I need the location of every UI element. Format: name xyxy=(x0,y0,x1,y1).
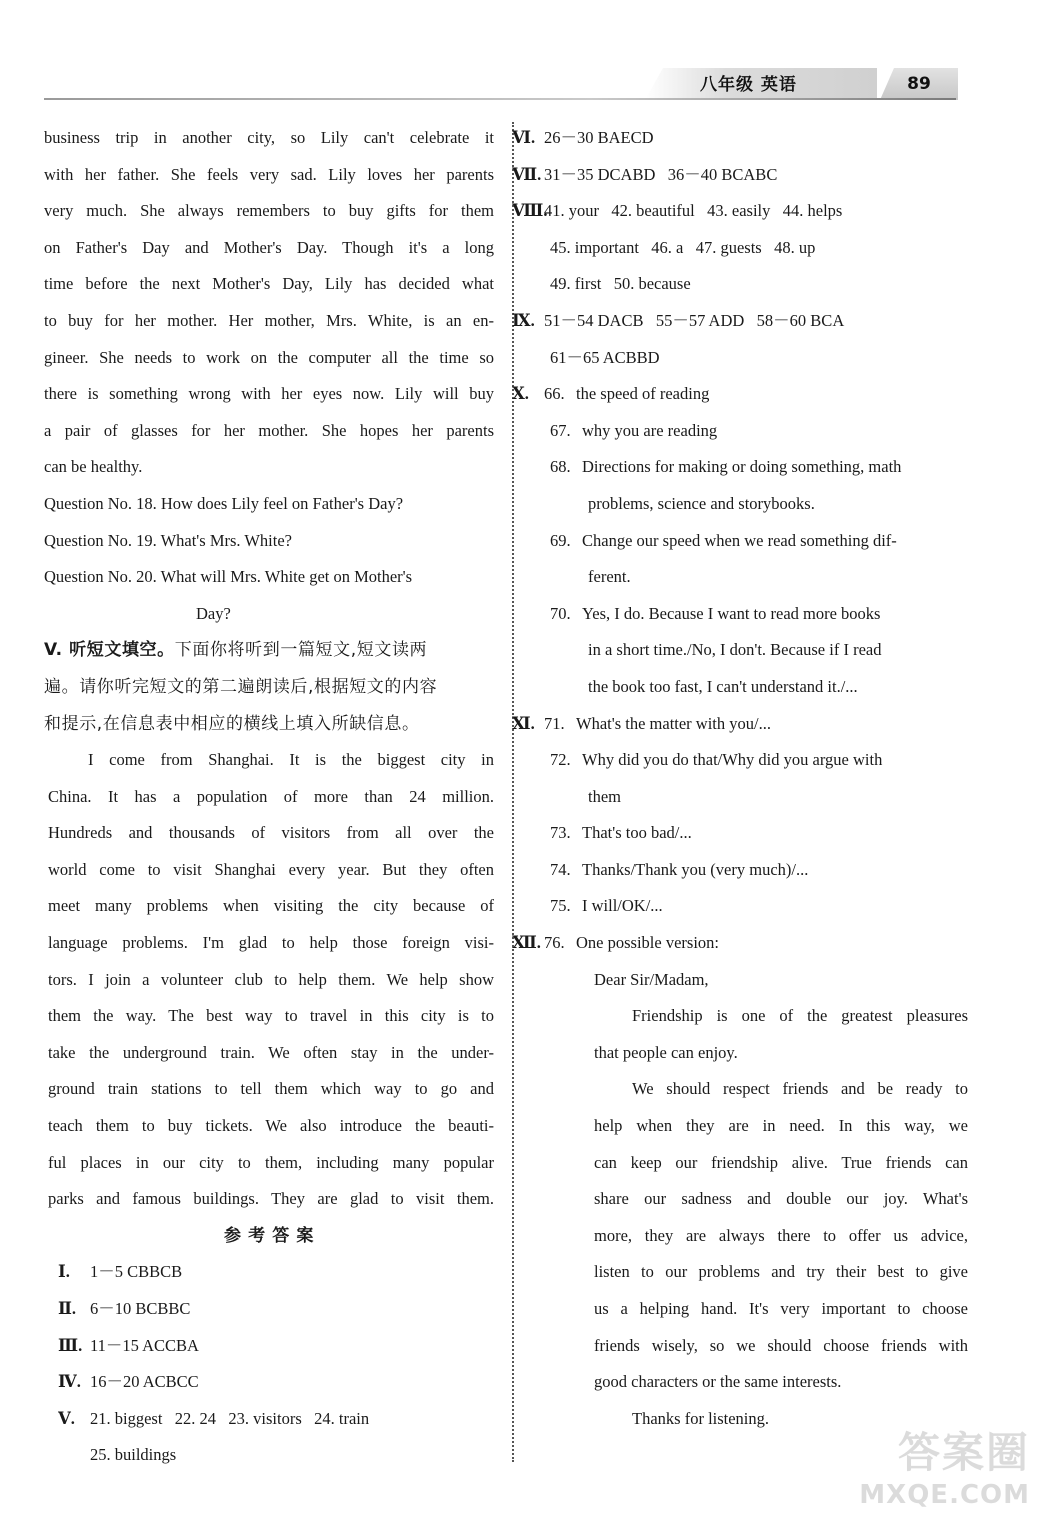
instruction-text: 遍。请你听完短文的第二遍朗读后,根据短文的内容 xyxy=(44,676,438,697)
answer-text: Yes, I do. Because I want to read more books xyxy=(582,603,881,623)
item-number: 73. xyxy=(550,823,571,843)
question-list xyxy=(44,486,494,632)
question-line: Question No. 20. What will Mrs. White get on Mother's xyxy=(44,567,413,587)
question-line: Question No. 19. What's Mrs. White? xyxy=(44,530,292,550)
instruction-text: 下面你将听到一篇短文,短文读两 xyxy=(174,640,428,661)
answer-line xyxy=(512,413,968,450)
roman-numeral: Ⅹ. xyxy=(512,384,529,404)
roman-numeral: Ⅺ. xyxy=(512,713,535,733)
item-number: 68. xyxy=(550,457,571,477)
letter-line: We should respect friends and be ready to xyxy=(632,1079,968,1099)
answer-line xyxy=(58,1364,494,1401)
left-column xyxy=(44,120,494,1474)
roman-numeral: Ⅻ. xyxy=(512,933,541,953)
text-line: take the underground train. We often stay in the under- xyxy=(48,1042,494,1062)
text-line: there is something wrong with her eyes now. Lily will buy xyxy=(44,384,494,404)
answer-line xyxy=(512,449,968,486)
listening-passage-1 xyxy=(44,120,494,486)
item-number: 66. xyxy=(544,384,565,404)
roman-numeral: Ⅳ. xyxy=(58,1372,81,1392)
answer-line: 61－65 ACBBD xyxy=(550,347,660,367)
answer-text: 21. biggest 22. 24 23. visitors 24. train xyxy=(90,1408,370,1428)
letter-line: listen to our problems and try their best to give xyxy=(594,1262,968,1282)
text-line: to buy for her mother. Her mother, Mrs. White, is an en- xyxy=(44,310,494,330)
question-line: Question No. 18. How does Lily feel on Father's Day? xyxy=(44,493,404,513)
answer-line xyxy=(512,193,968,230)
text-line: gineer. She needs to work on the computer all the time so xyxy=(44,347,494,367)
answer-line xyxy=(512,120,968,157)
text-line: language problems. I'm glad to help those foreign visi- xyxy=(48,933,494,953)
item-number: 74. xyxy=(550,859,571,879)
letter-line: can keep our friendship alive. True friends can xyxy=(594,1152,968,1172)
text-line: very much. She always remembers to buy gifts for them xyxy=(44,201,494,221)
answer-line: 25. buildings xyxy=(90,1445,177,1465)
page-number: 89 xyxy=(907,74,931,94)
answer-text: 41. your 42. beautiful 43. easily 44. helps xyxy=(544,201,843,221)
item-number: 67. xyxy=(550,420,571,440)
text-line: can be healthy. xyxy=(44,457,143,477)
answer-line xyxy=(512,523,968,560)
answer-text: Change our speed when we read something dif- xyxy=(582,530,897,550)
item-number: 71. xyxy=(544,713,565,733)
text-line: a pair of glasses for her mother. She hopes her parents xyxy=(44,420,494,440)
text-line: on Father's Day and Mother's Day. Though it's a long xyxy=(44,237,494,257)
answer-line xyxy=(512,815,968,852)
answer-text: That's too bad/... xyxy=(582,823,692,843)
answer-text: 31－35 DCABD 36－40 BCABC xyxy=(544,164,778,184)
listening-passage-2 xyxy=(44,742,494,1218)
roman-numeral: Ⅴ. xyxy=(58,1408,75,1428)
answer-text: Thanks/Thank you (very much)/... xyxy=(582,859,809,879)
answer-line xyxy=(512,742,968,779)
answer-text: One possible version: xyxy=(576,933,719,953)
answer-line xyxy=(58,1291,494,1328)
answer-text: Why did you do that/Why did you argue with xyxy=(582,750,883,770)
answer-line xyxy=(58,1328,494,1365)
text-line: parks and famous buildings. They are glad to visit them. xyxy=(48,1189,494,1209)
section-5-instructions xyxy=(44,632,494,742)
answer-line: ferent. xyxy=(588,567,631,587)
answer-line xyxy=(58,1254,494,1291)
letter-greeting: Dear Sir/Madam, xyxy=(594,969,709,989)
item-number: 72. xyxy=(550,750,571,770)
answer-line: the book too fast, I can't understand it./... xyxy=(588,676,858,696)
item-number: 76. xyxy=(544,933,565,953)
text-line: business trip in another city, so Lily can't celebrate it xyxy=(44,128,494,147)
letter-line: that people can enjoy. xyxy=(594,1042,738,1062)
answer-line: 49. first 50. because xyxy=(550,274,691,294)
text-line: world come to visit Shanghai every year. But they often xyxy=(48,859,494,879)
roman-numeral: Ⅸ. xyxy=(512,310,535,330)
answer-text: 6－10 BCBBC xyxy=(90,1299,191,1318)
answer-text: I will/OK/... xyxy=(582,896,663,916)
answer-line xyxy=(512,925,968,962)
text-line: with her father. She feels very sad. Lily loves her parents xyxy=(44,164,494,184)
answer-text: the speed of reading xyxy=(576,384,710,404)
roman-numeral: Ⅶ. xyxy=(512,164,542,184)
watermark-text: 答案圈 xyxy=(897,1428,1030,1477)
answer-line xyxy=(512,706,968,743)
letter-line: friends wisely, so we should choose friends with xyxy=(594,1335,968,1355)
text-line: ground train stations to tell them which way to go and xyxy=(48,1079,494,1099)
answer-text: What's the matter with you/... xyxy=(576,713,771,733)
answer-line xyxy=(512,376,968,413)
answers-heading: 参 考 答 案 xyxy=(224,1225,314,1246)
answer-line xyxy=(58,1401,494,1438)
text-line: ful places in our city to them, including many popular xyxy=(48,1152,494,1172)
watermark-url: MXQE.COM xyxy=(859,1480,1030,1510)
answer-text: why you are reading xyxy=(582,420,718,440)
text-line: time before the next Mother's Day, Lily has decided what xyxy=(44,274,494,294)
text-line: meet many problems when visiting the city because of xyxy=(48,896,494,916)
answer-line: problems, science and storybooks. xyxy=(588,493,815,513)
answer-text: 26－30 BAECD xyxy=(544,128,654,147)
item-number: 75. xyxy=(550,896,571,916)
answer-line xyxy=(512,303,968,340)
answer-text: 16－20 ACBCC xyxy=(90,1372,199,1392)
letter-line: share our sadness and double our joy. What's xyxy=(594,1189,968,1209)
question-line: Day? xyxy=(196,603,231,623)
text-line: Hundreds and thousands of visitors from all over the xyxy=(48,823,494,843)
item-number: 70. xyxy=(550,603,571,623)
letter-line: more, they are always there to offer us advice, xyxy=(594,1225,968,1245)
sample-letter xyxy=(512,962,968,1438)
answer-line xyxy=(512,596,968,633)
text-line: China. It has a population of more than 24 million. xyxy=(48,786,494,806)
answer-line: them xyxy=(588,786,621,806)
header-rule xyxy=(44,98,956,100)
answer-text: 11－15 ACCBA xyxy=(90,1335,199,1355)
header-title: 八年级 英语 xyxy=(700,75,797,95)
letter-line: us a helping hand. It's very important to choose xyxy=(594,1299,968,1318)
answer-line xyxy=(512,157,968,194)
item-number: 69. xyxy=(550,530,571,550)
letter-line: help when they are in need. In this way, we xyxy=(594,1116,968,1136)
answer-line xyxy=(512,852,968,889)
right-column xyxy=(512,120,968,1437)
letter-closing: Thanks for listening. xyxy=(632,1408,770,1428)
answer-text: 1－5 CBBCB xyxy=(90,1262,183,1282)
roman-numeral: Ⅱ. xyxy=(58,1299,77,1318)
roman-numeral: Ⅲ. xyxy=(58,1335,83,1355)
text-line: them the way. The best way to travel in this city is to xyxy=(48,1006,494,1026)
letter-line: Friendship is one of the greatest pleasures xyxy=(632,1006,968,1026)
answer-list xyxy=(44,1254,494,1474)
roman-numeral: Ⅵ. xyxy=(512,128,536,147)
watermark-logo xyxy=(840,1420,1030,1530)
answer-text: Directions for making or doing something, math xyxy=(582,457,902,477)
answer-line xyxy=(512,888,968,925)
text-line: teach them to buy tickets. We also introduce the beauti- xyxy=(48,1116,494,1136)
instruction-text: 和提示,在信息表中相应的横线上填入所缺信息。 xyxy=(44,713,420,734)
text-line: tors. I join a volunteer club to help them. We help show xyxy=(48,969,494,989)
letter-line: good characters or the same interests. xyxy=(594,1372,842,1392)
roman-numeral: Ⅰ. xyxy=(58,1262,70,1282)
roman-numeral: Ⅷ. xyxy=(512,201,548,221)
text-line: I come from Shanghai. It is the biggest city in xyxy=(88,750,494,770)
section-5-title: V. 听短文填空。 xyxy=(44,640,175,661)
answer-text: 51－54 DACB 55－57 ADD 58－60 BCA xyxy=(544,310,845,330)
answer-line: 45. important 46. a 47. guests 48. up xyxy=(550,237,816,257)
answer-line: in a short time./No, I don't. Because if I read xyxy=(588,640,882,660)
